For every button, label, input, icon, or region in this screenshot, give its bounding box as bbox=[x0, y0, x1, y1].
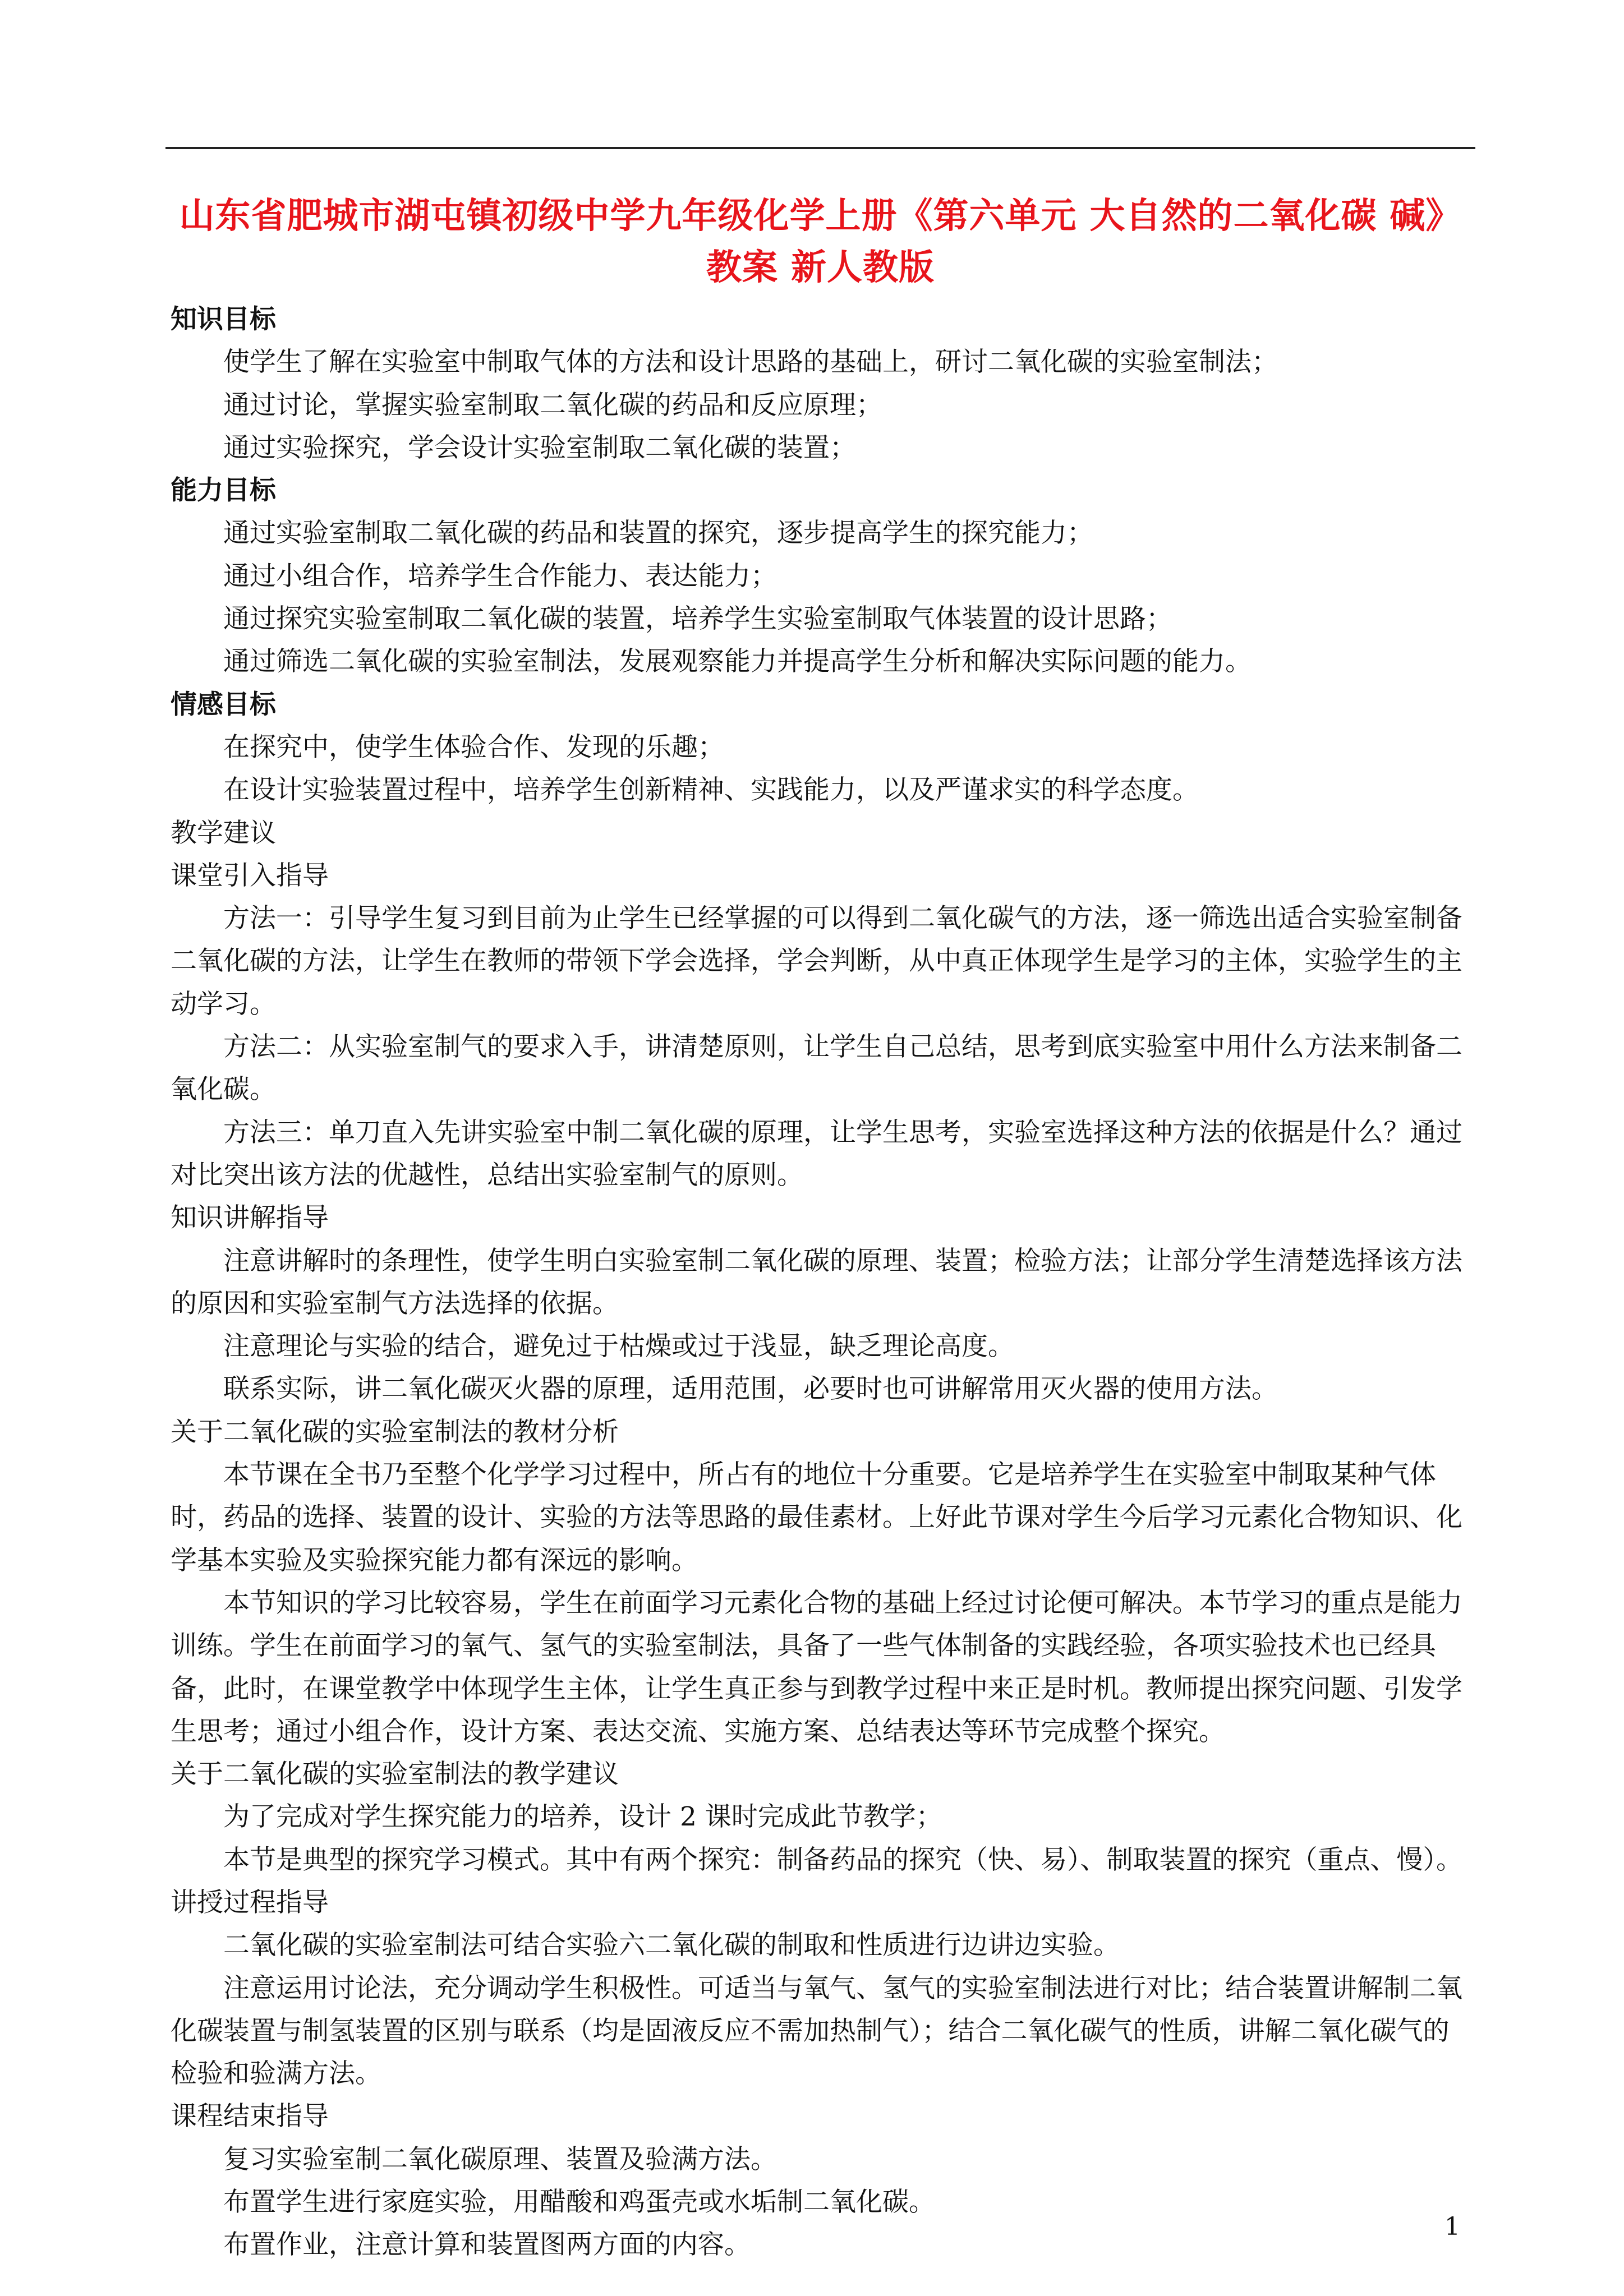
paragraph: 通过筛选二氧化碳的实验室制法，发展观察能力并提高学生分析和解决实际问题的能力。 bbox=[223, 646, 1252, 677]
subheading-analysis: 关于二氧化碳的实验室制法的教材分析 bbox=[171, 1416, 619, 1447]
subheading-suggestion: 关于二氧化碳的实验室制法的教学建议 bbox=[171, 1759, 619, 1790]
paragraph: 通过小组合作，培养学生合作能力、表达能力； bbox=[223, 560, 777, 592]
paragraph: 在探究中，使学生体验合作、发现的乐趣； bbox=[223, 731, 724, 763]
paragraph: 本节是典型的探究学习模式。其中有两个探究：制备药品的探究（快、易）、制取装置的探究（重点、慢）。 bbox=[223, 1844, 1462, 1875]
paragraph: 注意讲解时的条理性，使学生明白实验室制二氧化碳的原理、装置；检验方法；让部分学生清楚选择该方法的原因和实验室制气方法选择的依据。 bbox=[171, 1245, 1462, 1319]
paragraph: 使学生了解在实验室中制取气体的方法和设计思路的基础上，研讨二氧化碳的实验室制法； bbox=[223, 347, 1278, 378]
paragraph: 二氧化碳的实验室制法可结合实验六二氧化碳的制取和性质进行边讲边实验。 bbox=[223, 1930, 1120, 1961]
subheading-process: 讲授过程指导 bbox=[171, 1887, 329, 1918]
document-body bbox=[171, 298, 1472, 2267]
paragraph: 注意理论与实验的结合，避免过于枯燥或过于浅显，缺乏理论高度。 bbox=[223, 1331, 1014, 1362]
paragraph: 布置作业，注意计算和装置图两方面的内容。 bbox=[223, 2229, 751, 2261]
paragraph: 联系实际，讲二氧化碳灭火器的原理，适用范围，必要时也可讲解常用灭火器的使用方法。 bbox=[223, 1373, 1278, 1405]
paragraph: 在设计实验装置过程中，培养学生创新精神、实践能力，以及严谨求实的科学态度。 bbox=[223, 774, 1199, 806]
paragraph: 为了完成对学生探究能力的培养，设计 2 课时完成此节教学； bbox=[223, 1801, 942, 1833]
paragraph: 通过实验探究，学会设计实验室制取二氧化碳的装置； bbox=[223, 432, 856, 463]
paragraph: 方法一：引导学生复习到目前为止学生已经掌握的可以得到二氧化碳气的方法，逐一筛选出适合实验室制备二氧化碳的方法，让学生在教师的带领下学会选择，学会判断，从中真正体现学生是学习的主体，实验学生的主动学习。 bbox=[171, 903, 1462, 1020]
section-heading-knowledge: 知识目标 bbox=[171, 304, 276, 335]
paragraph: 本节课在全书乃至整个化学学习过程中，所占有的地位十分重要。它是培养学生在实验室中制取某种气体时，药品的选择、装置的设计、实验的方法等思路的最佳素材。上好此节课对学生今后学习元素化合物知识、化学基本实验及实验探究能力都有深远的影响。 bbox=[171, 1459, 1462, 1576]
header-rule bbox=[165, 147, 1475, 149]
subheading-intro: 课堂引入指导 bbox=[171, 860, 329, 891]
paragraph: 方法三：单刀直入先讲实验室中制二氧化碳的原理，让学生思考，实验室选择这种方法的依据是什么？通过对比突出该方法的优越性，总结出实验室制气的原则。 bbox=[171, 1117, 1462, 1191]
paragraph: 方法二：从实验室制气的要求入手，讲清楚原则，让学生自己总结，思考到底实验室中用什么方法来制备二氧化碳。 bbox=[171, 1031, 1462, 1105]
subheading-explain: 知识讲解指导 bbox=[171, 1202, 329, 1234]
paragraph: 通过讨论，掌握实验室制取二氧化碳的药品和反应原理； bbox=[223, 389, 882, 421]
section-heading-emotion: 情感目标 bbox=[171, 689, 276, 720]
paragraph: 复习实验室制二氧化碳原理、装置及验满方法。 bbox=[223, 2143, 777, 2175]
subheading-ending: 课程结束指导 bbox=[171, 2101, 329, 2132]
document-title: 山东省肥城市湖屯镇初级中学九年级化学上册《第六单元 大自然的二氧化碳 碱》教案 新人教版 bbox=[179, 195, 1462, 288]
section-heading-teaching-suggestions: 教学建议 bbox=[171, 817, 276, 849]
section-heading-ability: 能力目标 bbox=[171, 475, 276, 506]
paragraph: 通过探究实验室制取二氧化碳的装置，培养学生实验室制取气体装置的设计思路； bbox=[223, 603, 1172, 635]
page-number: 1 bbox=[1444, 2212, 1460, 2241]
paragraph: 本节知识的学习比较容易，学生在前面学习元素化合物的基础上经过讨论便可解决。本节学习的重点是能力训练。学生在前面学习的氧气、氢气的实验室制法，具备了一些气体制备的实践经验，各项实验技术也已经具备，此时，在课堂教学中体现学生主体，让学生真正参与到教学过程中来正是时机。教师提出探究问题、引发学生思考；通过小组合作，设计方案、表达交流、实施方案、总结表达等环节完成整个探究。 bbox=[171, 1587, 1462, 1747]
paragraph: 通过实验室制取二氧化碳的药品和装置的探究，逐步提高学生的探究能力； bbox=[223, 518, 1093, 549]
paragraph: 布置学生进行家庭实验，用醋酸和鸡蛋壳或水垢制二氧化碳。 bbox=[223, 2187, 935, 2218]
paragraph: 注意运用讨论法，充分调动学生积极性。可适当与氧气、氢气的实验室制法进行对比；结合装置讲解制二氧化碳装置与制氢装置的区别与联系（均是固液反应不需加热制气）；结合二氧化碳气的性质，讲解二氧化碳气的检验和验满方法。 bbox=[171, 1972, 1462, 2090]
